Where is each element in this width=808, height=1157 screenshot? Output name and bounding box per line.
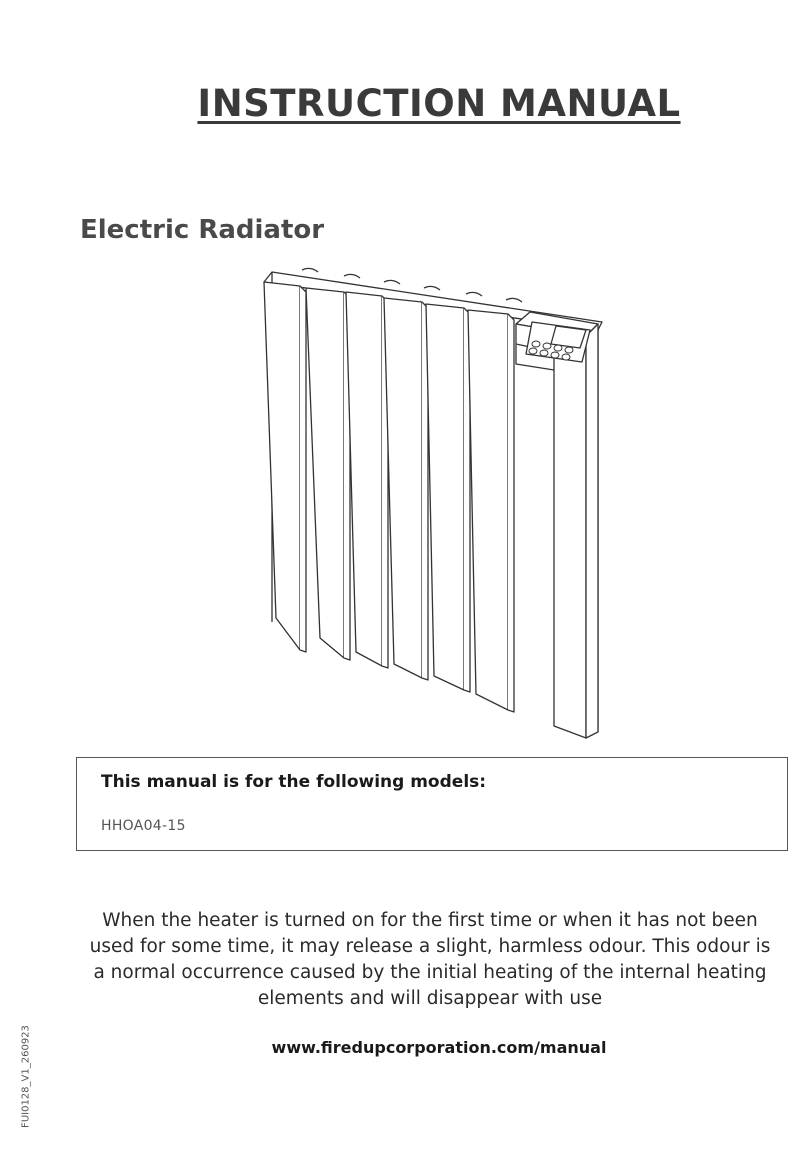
document-code: FUI0128_V1_260923 [20,1025,32,1128]
notice-line: elements and will disappear with use [257,988,603,1009]
models-box [76,757,788,851]
product-name: Electric Radiator [80,215,325,245]
website-url: www.firedupcorporation.com/manual [271,1038,607,1057]
page-title: INSTRUCTION MANUAL [197,82,681,125]
radiator-illustration [260,262,605,746]
odour-notice [50,908,808,1012]
models-heading: This manual is for the following models: [101,772,487,792]
notice-line: used for some time, it may release a slight, harmless odour. This odour is [89,936,771,957]
models-list: HHOA04-15 [101,818,186,834]
notice-line: a normal occurrence caused by the initial heating of the internal heating [93,962,767,983]
notice-line: When the heater is turned on for the first time or when it has not been [102,910,758,931]
